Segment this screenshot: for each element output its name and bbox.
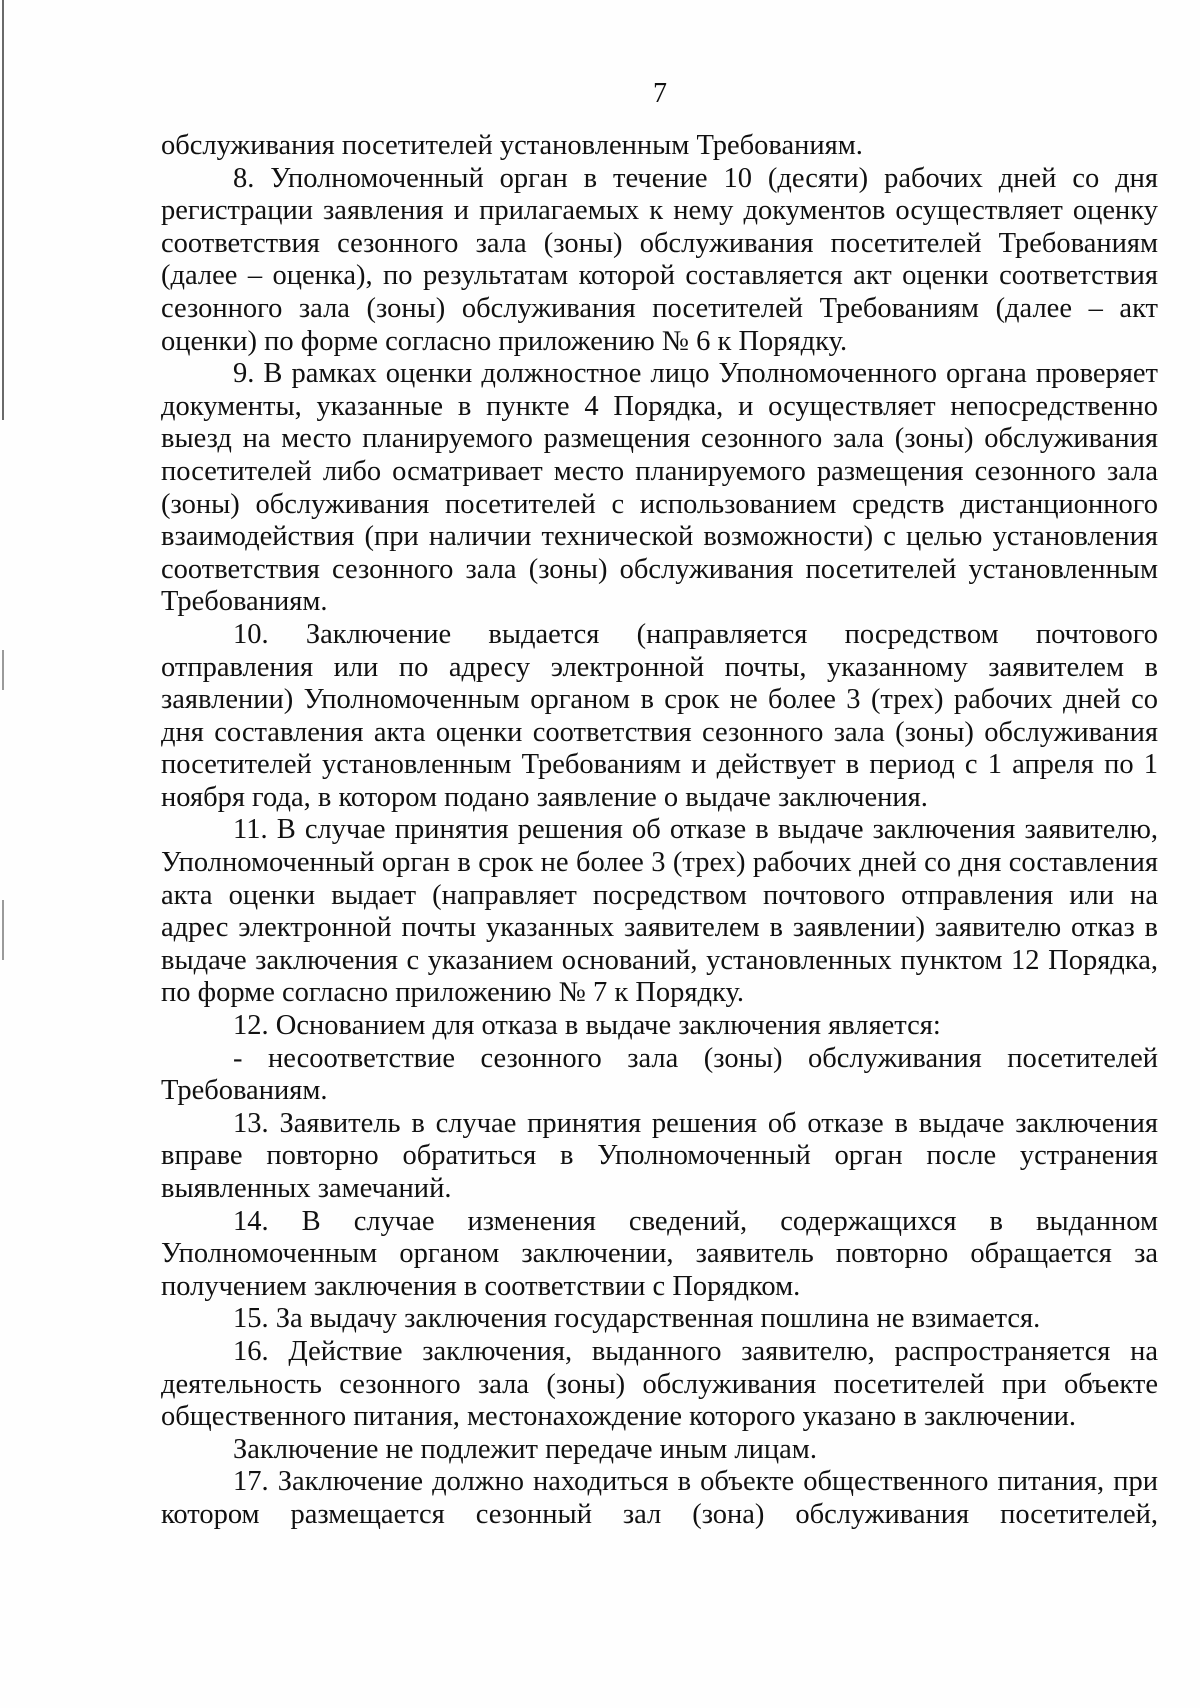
- paragraph-15: 15. За выдачу заключения государственная пошлина не взимается.: [233, 1303, 1041, 1335]
- paragraph-16: 16. Действие заключения, выданного заявителю, распространяется на деятельность сезонного зала (зоны) обслуживания посетителей при объекте общественного питания, местонахождение которого указано в заключении.: [161, 1335, 1158, 1433]
- paragraph-13: 13. Заявитель в случае принятия решения об отказе в выдаче заключения вправе повторно обратиться в Уполномоченный орган после устранения выявленных замечаний.: [161, 1107, 1158, 1204]
- paragraph-12-item: - несоответствие сезонного зала (зоны) обслуживания посетителей Требованиям.: [161, 1042, 1158, 1107]
- scan-mark: [2, 900, 4, 960]
- scan-border-line: [2, 0, 4, 420]
- paragraph-17: 17. Заключение должно находиться в объекте общественного питания, при котором размещается сезонный зал (зона) обслуживания посетителей,: [161, 1466, 1158, 1530]
- paragraph-16-note: Заключение не подлежит передаче иным лицам.: [233, 1433, 817, 1465]
- paragraph-14: 14. В случае изменения сведений, содержащихся в выданном Уполномоченным органом заключении, заявитель повторно обращается за получением заключения в соответствии с Порядком.: [161, 1205, 1158, 1302]
- paragraph-12: 12. Основанием для отказа в выдаче заключения является:: [233, 1010, 941, 1042]
- paragraph-8: 8. Уполномоченный орган в течение 10 (десяти) рабочих дней со дня регистрации заявления и прилагаемых к нему документов осуществляет оценку соответствия сезонного зала (зоны) обслуживания посетителей Требованиям (далее – оценка), по результатам которой составляется акт оценки соответствия сезонного зала (зоны) обслуживания посетителей Требованиям (далее – акт оценки) по форме согласно приложению № 6 к Порядку.: [161, 162, 1158, 357]
- paragraph-11: 11. В случае принятия решения об отказе в выдаче заключения заявителю, Уполномоченный орган в срок не более 3 (трех) рабочих дней со дня составления акта оценки выдает (направляет посредством почтового отправления или на адрес электронной почты указанных заявителем в заявлении) заявителю отказ в выдаче заключения с указанием оснований, установленных пунктом 12 Порядка, по форме согласно приложению № 7 к Порядку.: [161, 814, 1158, 1009]
- paragraph-continuation: обслуживания посетителей установленным Требованиям.: [161, 130, 863, 161]
- document-body: [161, 130, 1158, 1532]
- paragraph-9: 9. В рамках оценки должностное лицо Уполномоченного органа проверяет документы, указанные в пункте 4 Порядка, и осуществляет непосредственно выезд на место планируемого размещения сезонного зала (зоны) обслуживания посетителей либо осматривает место планируемого размещения сезонного зала (зоны) обслуживания посетителей с использованием средств дистанционного взаимодействия (при наличии технической возможности) с целью установления соответствия сезонного зала (зоны) обслуживания посетителей установленным Требованиям.: [161, 358, 1158, 618]
- paragraph-10: 10. Заключение выдается (направляется посредством почтового отправления или по адресу электронной почты, указанному заявителем в заявлении) Уполномоченным органом в срок не более 3 (трех) рабочих дней со дня составления акта оценки соответствия сезонного зала (зоны) обслуживания посетителей установленным Требованиям и действует в период с 1 апреля по 1 ноября года, в котором подано заявление о выдаче заключения.: [161, 618, 1158, 813]
- scan-mark: [2, 650, 4, 690]
- page-number: 7: [653, 78, 667, 109]
